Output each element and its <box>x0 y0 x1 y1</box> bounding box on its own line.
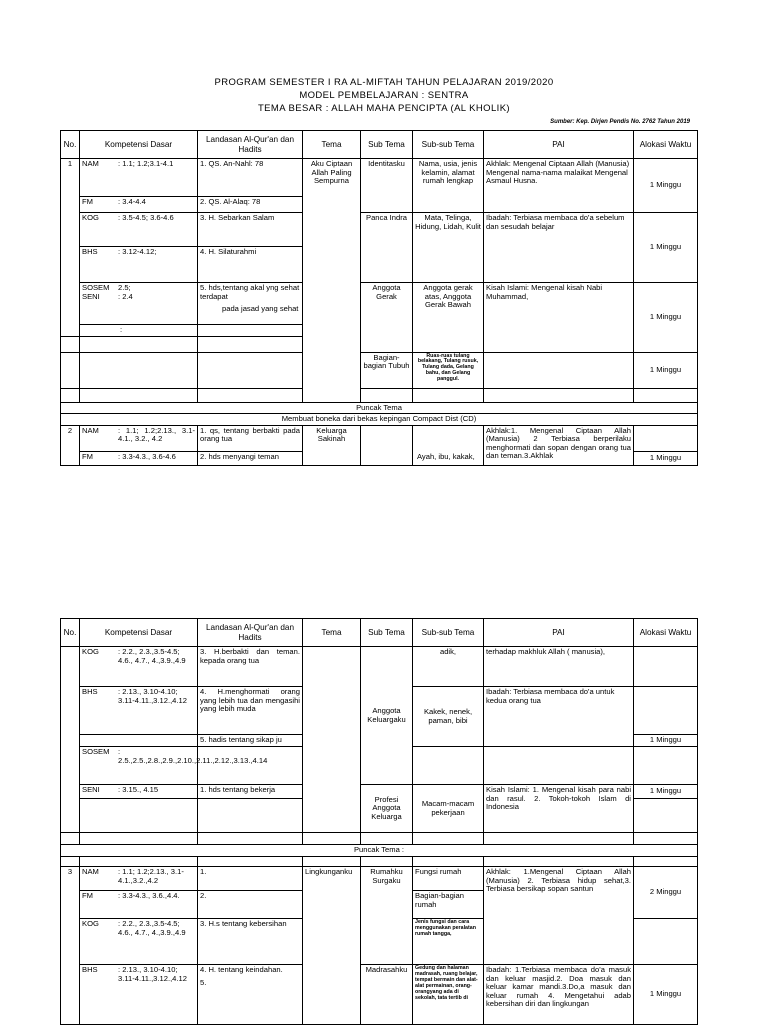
title-line-1: PROGRAM SEMESTER I RA AL-MIFTAH TAHUN PELAJARAN 2019/2020 <box>214 77 554 88</box>
kd-code: FM <box>82 891 93 900</box>
kd-code: NAM <box>82 425 99 435</box>
landasan-cell: 5. hds,tentang akal yng sehat terdapat <box>200 283 300 301</box>
pai-cell: Ibadah: Terbiasa membaca do'a sebelum dan sesudah belajar <box>484 213 634 283</box>
col-no: No. <box>61 131 80 159</box>
kd-code: KOG <box>82 213 99 222</box>
table-row <box>61 867 698 891</box>
row-number: 1 <box>61 159 80 337</box>
landasan-cell-cont: 5. <box>200 977 207 987</box>
col-landasan: Landasan Al-Qur'an dan Hadits <box>198 619 303 647</box>
subsubtema-cell: Gedung dan halaman madrasah, ruang belajar, tempat bermain dan alat-alat permainan, orang-orangyang ada di sekolah, tata tertib di <box>413 965 484 1025</box>
landasan-cell: 1. <box>198 867 303 891</box>
table-row <box>61 965 698 1025</box>
alokasi-cell: 1 Minggu <box>634 159 698 213</box>
table-row <box>61 425 698 451</box>
landasan-cell: 1. QS. An-Nahl: 78 <box>198 159 303 197</box>
table-row <box>61 785 698 799</box>
landasan-cell: 1. qs, tentang berbakti pada orang tua <box>198 425 303 451</box>
kd-code: NAM <box>82 159 99 168</box>
kd-value: : 2.2., 2.3.,3.5-4.5; 4.6., 4.7., 4.,3.9.,4.9 <box>118 919 186 937</box>
landasan-cell: 3. H. Sebarkan Salam <box>198 213 303 247</box>
kd-value: : 3.3-4.3., 3.6.,4.4. <box>118 891 180 900</box>
col-subsubtema: Sub-sub Tema <box>413 619 484 647</box>
puncak-desc-row <box>61 414 698 426</box>
kd-value: : <box>80 325 198 337</box>
kd-code: BHS <box>82 687 98 696</box>
kd-value: : 3.3-4.3., 3.6-4.6 <box>118 451 176 461</box>
col-kompetensi: Kompetensi Dasar <box>80 619 198 647</box>
alokasi-cell: 2 Minggu <box>634 867 698 919</box>
row-number: 2 <box>61 425 80 465</box>
puncak-row <box>61 845 698 857</box>
document-page-2 <box>0 618 768 1024</box>
landasan-cell: 1. hds tentang bekerja <box>198 785 303 799</box>
kd-value: 2.5; <box>118 283 131 292</box>
kd-value: : 1.1; 1.2;3.1-4.1 <box>118 159 174 168</box>
alokasi-cell: 1 Minggu <box>634 735 698 747</box>
pai-cell: Ibadah: 1.Terbiasa membaca do'a masuk dan keluar masjid.2. Doa masuk dan keluar kamar mandi.3.Do,a masuk dan keluar rumah 4. Mengetahui adab kebersihan diri dan lingkungan <box>484 965 634 1025</box>
subsubtema-cell: Bagian-bagian rumah <box>413 891 484 919</box>
table-row <box>61 647 698 687</box>
col-pai: PAI <box>484 619 634 647</box>
subsubtema-cell: Ruas-ruas tulang belakang, Tulang rusuk, Tulang dada, Gelang bahu, dan Gelang panggul. <box>413 352 484 388</box>
subtema-cell: Identitasku <box>361 159 413 213</box>
subtema-cell: Profesi Anggota Keluarga <box>361 785 413 833</box>
table-row <box>61 352 698 388</box>
col-landasan: Landasan Al-Qur'an dan Hadits <box>198 131 303 159</box>
table-row <box>61 213 698 247</box>
pai-cell: Kisah Islami: 1. Mengenal kisah para nabi dan rasul. 2. Tokoh-tokoh Islam di Indonesia <box>484 785 634 833</box>
kd-value: : 3.4-4.4 <box>118 197 146 206</box>
subsub-overflow-text: Ayah, ibu, kakak, <box>417 452 475 461</box>
subtema-cell: Rumahku Surgaku <box>361 867 413 965</box>
tema-cell: Keluarga Sakinah <box>303 425 361 465</box>
col-tema: Tema <box>303 131 361 159</box>
subtema-cell: Madrasahku <box>361 965 413 1025</box>
kd-code: KOG <box>82 919 99 928</box>
table-row <box>61 283 698 325</box>
alokasi-cell: 1 Minggu <box>634 965 698 1025</box>
table-header-row <box>61 131 698 159</box>
kd-value: : 2.5.,2.5.,2.8.,2.9.,2.10.,2.11.,2.12.,3.13.,4.14 <box>118 747 268 765</box>
col-no: No. <box>61 619 80 647</box>
subsubtema-cell: Macam-macam pekerjaan <box>413 785 484 833</box>
subsubtema-cell: Jenis fungsi dan cara menggunakan peralatan rumah tangga, <box>413 919 484 965</box>
pai-cell: Ibadah: Terbiasa membaca do'a untuk kedua orang tua <box>484 687 634 747</box>
source-note: Sumber: Kep. Dirjen Pendis No. 2762 Tahun 2019 <box>550 119 690 125</box>
kd-code: FM <box>82 197 93 206</box>
subtema-cell: Bagian-bagian Tubuh <box>361 352 413 388</box>
kd-code: KOG <box>82 647 99 656</box>
table-row <box>61 388 698 402</box>
kd-value: : 3.15., 4.15 <box>118 785 159 794</box>
tema-cell: Lingkunganku <box>303 867 361 1025</box>
col-pai: PAI <box>484 131 634 159</box>
kd-code: SOSEM <box>82 283 110 292</box>
row-number: 3 <box>61 867 80 1025</box>
kd-value: : 2.2., 2.3.,3.5-4.5; 4.6., 4.7., 4.,3.9.,4.9 <box>118 647 186 665</box>
landasan-cell: 4. H.menghormati orang yang lebih tua dan mengasihi yang lebih muda <box>198 687 303 735</box>
landasan-cell: 5. hadis tentang sikap ju <box>198 735 303 747</box>
alokasi-cell: 1 Minggu <box>634 283 698 353</box>
alokasi-cell: 1 Minggu <box>634 213 698 283</box>
pai-cell: terhadap makhluk Allah ( manusia), <box>484 647 634 687</box>
subtema-cell: Anggota Keluargaku <box>361 647 413 785</box>
title-line-2: MODEL PEMBELAJARAN : SENTRA <box>299 90 469 101</box>
kd-value: : 3.5-4.5; 3.6-4.6 <box>118 213 174 222</box>
landasan-cell: 3. H.berbakti dan teman. kepada orang tua <box>198 647 303 687</box>
col-subtema: Sub Tema <box>361 619 413 647</box>
puncak-tema-desc: Membuat boneka dari bekas kepingan Compact Dist (CD) <box>61 414 698 426</box>
puncak-tema-label: Puncak Tema : <box>61 845 698 857</box>
kd-value: : 1.1; 1.2;2.13., 3.1-4.1.,3.2.,4.2 <box>118 867 184 885</box>
landasan-cell: 4. H. tentang keindahan. <box>200 965 283 974</box>
table-row <box>61 857 698 867</box>
title-line-3: TEMA BESAR : ALLAH MAHA PENCIPTA (AL KHOLIK) <box>257 103 510 114</box>
subtema-cell: Panca Indra <box>361 213 413 283</box>
document-page-1 <box>0 0 768 462</box>
subsubtema-cell: Mata, Telinga, Hidung, Lidah, Kulit <box>413 213 484 283</box>
kd-value: : 2.4 <box>118 291 133 301</box>
alokasi-cell: 1 Minggu <box>634 785 698 799</box>
kd-code: FM <box>82 451 93 461</box>
subtema-cell: Anggota Gerak <box>361 283 413 353</box>
table-row <box>61 833 698 845</box>
col-tema: Tema <box>303 619 361 647</box>
pai-cell: Akhlak: 1.Mengenal Ciptaan Allah (Manusia) 2. Terbiasa hidup sehat,3. Terbiasa bersikap sopan santun <box>484 867 634 965</box>
tema-cell: Aku Ciptaan Allah Paling Sempurna <box>303 159 361 403</box>
subsubtema-cell: Fungsi rumah <box>413 867 484 891</box>
subsubtema-cell: Nama, usia, jenis kelamin, alamat rumah lengkap <box>413 159 484 213</box>
pai-cell: Akhlak:1. Mengenal Ciptaan Allah (Manusia) 2 Terbiasa berperilaku menghormati dan sopan dengan orang tua dan teman.3.Akhlak <box>484 425 634 465</box>
kd-code: BHS <box>82 247 98 256</box>
kd-value: : 1.1; 1.2;2.13., 3.1-4.1., 3.2., 4.2 <box>118 425 195 443</box>
kd-code: SENI <box>82 291 100 301</box>
puncak-row <box>61 402 698 414</box>
puncak-tema-label: Puncak Tema <box>61 402 698 414</box>
kd-code: BHS <box>82 965 98 974</box>
program-table-page-2 <box>60 618 698 1025</box>
kd-code: NAM <box>82 867 99 876</box>
landasan-cell: 2. <box>198 891 303 919</box>
col-alokasi: Alokasi Waktu <box>634 619 698 647</box>
subsubtema-cell: Anggota gerak atas, Anggota Gerak Bawah <box>413 283 484 353</box>
landasan-cell: 2. QS. Al-Alaq: 78 <box>198 197 303 213</box>
alokasi-cell: 1 Minggu <box>634 451 698 465</box>
kd-code: SOSEM <box>82 747 110 756</box>
kd-value: : 2.13., 3.10-4.10; 3.11-4.11.,3.12.,4.12 <box>118 687 187 705</box>
kd-value: : 3.12-4.12; <box>118 247 157 256</box>
pai-cell: Kisah Islami: Mengenal kisah Nabi Muhammad, <box>484 283 634 353</box>
program-table-page-1 <box>60 130 698 466</box>
table-row <box>61 159 698 197</box>
landasan-cell: 4. H. Silaturahmi <box>198 247 303 283</box>
pai-cell: Akhlak: Mengenal Ciptaan Allah (Manusia) Mengenal nama-nama malaikat Mengenal Asmaul Husna. <box>484 159 634 213</box>
col-subtema: Sub Tema <box>361 131 413 159</box>
alokasi-cell: 1 Minggu <box>634 352 698 388</box>
landasan-cell: 3. H.s tentang kebersihan <box>198 919 303 965</box>
landasan-cell: 2. hds menyangi teman <box>198 451 303 465</box>
landasan-cell-cont: pada jasad yang sehat <box>222 304 299 313</box>
kd-code: SENI <box>82 785 100 794</box>
subsubtema-cell: Kakek, nenek, paman, bibi <box>413 687 484 747</box>
col-kompetensi: Kompetensi Dasar <box>80 131 198 159</box>
subsubtema-cell: adik, <box>413 647 484 687</box>
col-alokasi: Alokasi Waktu <box>634 131 698 159</box>
col-subsubtema: Sub-sub Tema <box>413 131 484 159</box>
kd-value: : 2.13., 3.10-4.10; 3.11-4.11.,3.12.,4.12 <box>118 965 187 983</box>
table-header-row <box>61 619 698 647</box>
